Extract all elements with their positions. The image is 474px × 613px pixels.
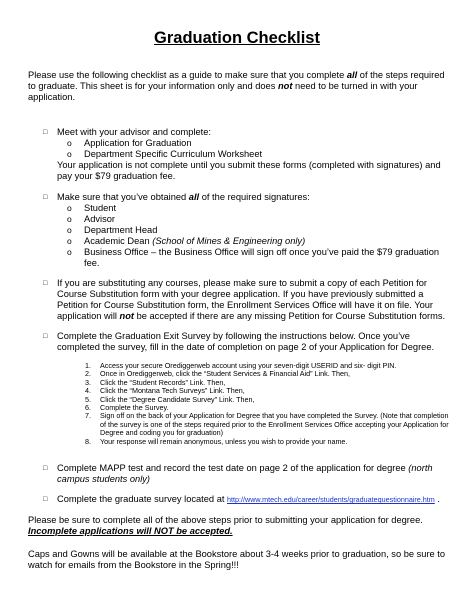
footer-warning: Incomplete applications will NOT be accepted. xyxy=(28,526,233,536)
graduate-survey-link[interactable]: http://www.mtech.edu/career/students/graduatequestionnaire.htm xyxy=(227,495,435,504)
checklist-item-advisor xyxy=(57,127,455,182)
list-item: 3. Click the “Student Records” Link. Then, xyxy=(85,377,226,387)
footer-note xyxy=(28,515,452,537)
checklist-item-mapp: Complete MAPP test and record the test date on page 2 of the application for degree (north campus students only) xyxy=(57,463,433,484)
list-item: 8. Your response will remain anonymous, unless you wish to provide your name. xyxy=(85,436,348,446)
checklist-item-exit-survey xyxy=(57,331,455,353)
checklist-item-graduate-survey: Complete the graduate survey located at http://www.mtech.edu/career/students/graduatequestionnaire.htm . xyxy=(57,494,440,504)
item-text: Complete the Graduation Exit Survey by following the instructions below. Once you’ve completed the survey, fill in the date of completion on page 2 of your Application for Degree. xyxy=(57,331,435,352)
sub-item: o Business Office – the Business Office will sign off once you’ve paid the $79 graduation fee. xyxy=(67,247,440,268)
list-item: 4. Click the “Montana Tech Surveys” Link. Then, xyxy=(85,386,245,396)
checkbox[interactable]: □ xyxy=(43,496,48,503)
checkbox[interactable]: □ xyxy=(43,333,48,340)
caps-gowns-note: Caps and Gowns will be available at the Bookstore about 3-4 weeks prior to graduation, so be sure to watch for emails from the Bookstore in the Spring!!! xyxy=(28,549,446,570)
sub-item: o Department Head xyxy=(67,225,158,235)
footer-line: Please be sure to complete all of the above steps prior to submitting your application for degree. xyxy=(28,515,423,525)
checklist-item-substitution: If you are substituting any courses, please make sure to submit a copy of each Petition for Course Substitution form with your degree application. If you have previously submitted a Petition for Course Substitution form, the Enrollment Services Office will have it on file. Your application will not be accepted if there are any missing Petition for Course Substitution forms. xyxy=(57,278,446,321)
item-note: Your application is not complete until you submit these forms (completed with signatures) and pay your $79 graduation fee. xyxy=(57,160,441,181)
item-text: Make sure that you’ve obtained all of the required signatures: xyxy=(57,192,310,202)
sub-item: o Department Specific Curriculum Worksheet xyxy=(67,149,263,159)
survey-steps xyxy=(85,362,455,446)
page-title: Graduation Checklist xyxy=(154,29,320,47)
sub-item: o Student xyxy=(67,203,117,213)
intro-paragraph: Please use the following checklist as a guide to make sure that you complete all of the steps required to graduate. This sheet is for your information only and does not need to be turned in with your application. xyxy=(28,70,445,102)
checkbox[interactable]: □ xyxy=(43,280,48,287)
list-item: 7. Sign off on the back of your Application for Degree that you have completed the Survey. (Note that completion of the survey is one of the steps required prior to the Enrollment Services Office accepting your Application for Degree and coding you for graduation) xyxy=(85,411,449,438)
checkbox[interactable]: □ xyxy=(43,194,48,201)
sub-item: o Academic Dean (School of Mines & Engineering only) xyxy=(67,236,306,246)
sub-item: o Advisor xyxy=(67,214,116,224)
list-item: 1. Access your secure Orediggerweb account using your seven-digit USERID and six- digit PIN. xyxy=(85,361,397,370)
list-item: 2. Once in Orediggerweb, click the “Student Services & Financial Aid” Link. Then, xyxy=(85,369,350,379)
checkbox[interactable]: □ xyxy=(43,465,48,472)
list-item: 5. Click the “Degree Candidate Survey” Link. Then, xyxy=(85,394,255,404)
list-item: 6. Complete the Survey. xyxy=(85,403,169,413)
checklist-item-signatures xyxy=(57,192,455,269)
item-text: Meet with your advisor and complete: xyxy=(57,127,211,137)
sub-item: o Application for Graduation xyxy=(67,138,192,148)
checkbox[interactable]: □ xyxy=(43,129,48,136)
